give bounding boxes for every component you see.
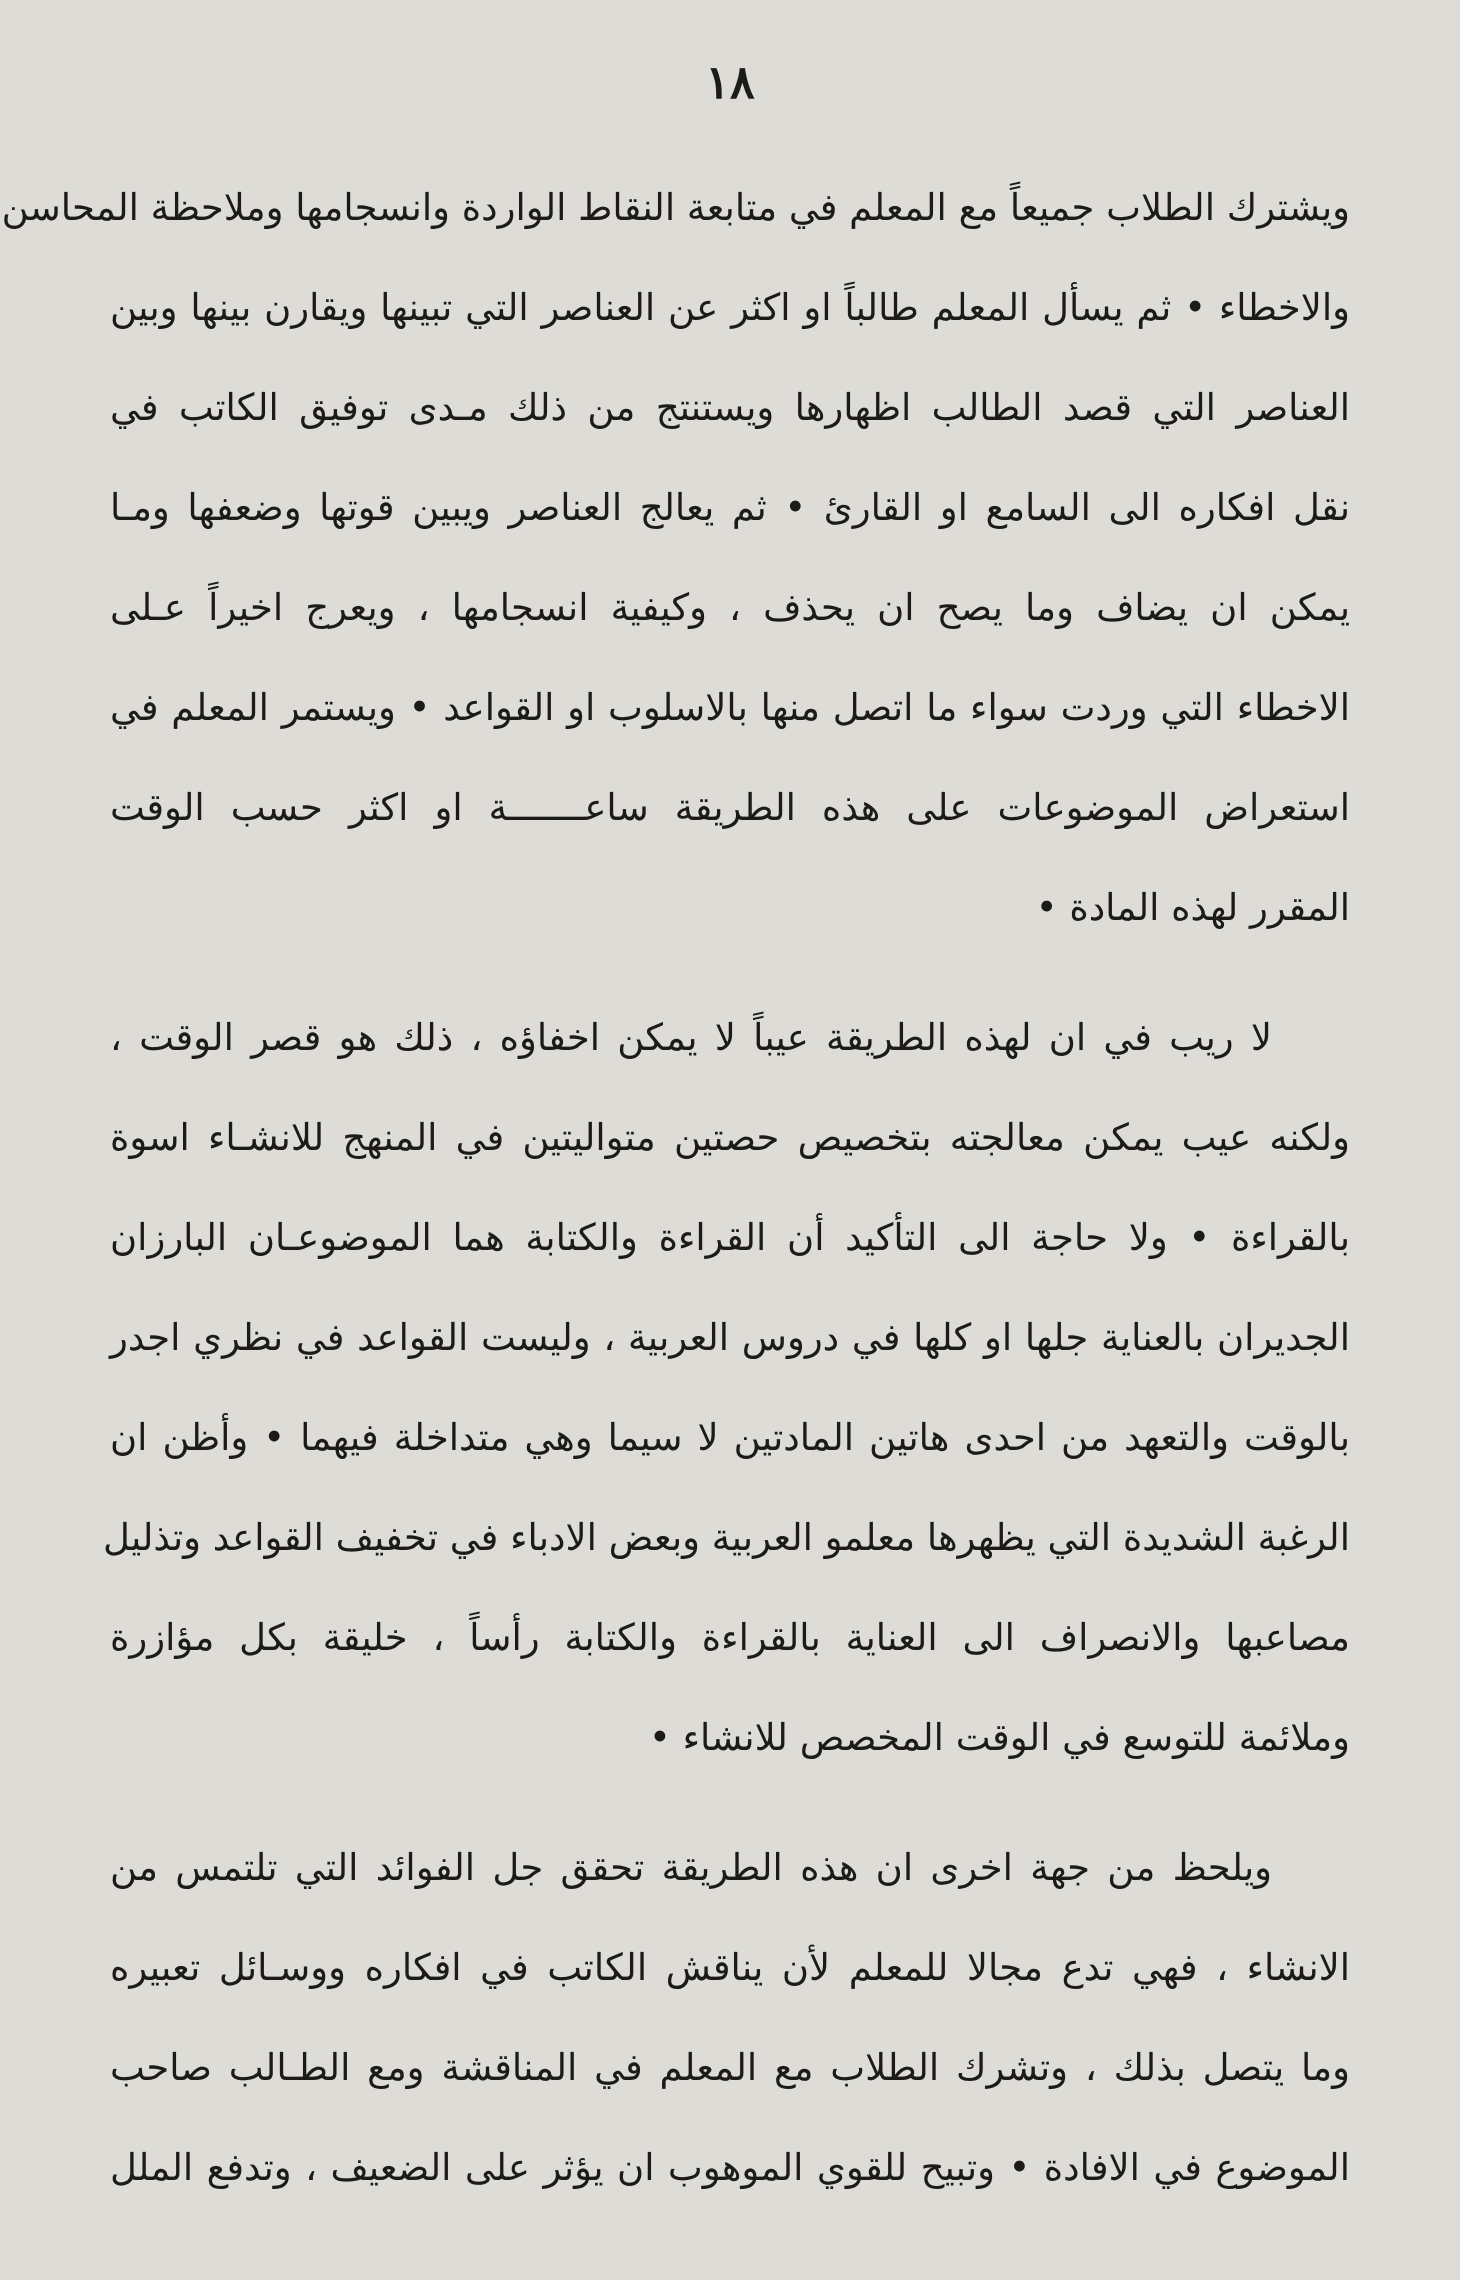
text-line: بالقراءة • ولا حاجة الى التأكيد أن القراءة والكتابة هما الموضوعـان البارزان	[110, 1216, 1350, 1259]
text-line: والاخطاء • ثم يسأل المعلم طالباً او اكثر عن العناصر التي تبينها ويقارن بينها وبين	[110, 286, 1350, 329]
text-line: الرغبة الشديدة التي يظهرها معلمو العربية وبعض الادباء في تخفيف القواعد وتذليل	[102, 1516, 1350, 1559]
paragraph-gap	[110, 958, 1350, 988]
paragraph-gap	[110, 1788, 1350, 1818]
text-line: مصاعبها والانصراف الى العناية بالقراءة والكتابة رأساً ، خليقة بكل مؤازرة	[110, 1616, 1350, 1659]
text-line: الجديران بالعناية جلها او كلها في دروس العربية ، وليست القواعد في نظري اجدر	[110, 1316, 1350, 1359]
paragraph-3	[110, 1818, 1350, 2218]
page-number: ١٨	[705, 55, 755, 109]
paragraph-2	[102, 988, 1350, 1788]
text-line: بالوقت والتعهد من احدى هاتين المادتين لا سيما وهي متداخلة فيهما • وأظن ان	[110, 1416, 1350, 1459]
text-line: ويشترك الطلاب جميعاً مع المعلم في متابعة النقاط الواردة وانسجامها وملاحظة المحاسن	[1, 186, 1350, 229]
text-line: وملائمة للتوسع في الوقت المخصص للانشاء •	[649, 1716, 1350, 1759]
text-line: العناصر التي قصد الطالب اظهارها ويستنتج من ذلك مـدى توفيق الكاتب في	[110, 386, 1350, 429]
text-line: المقرر لهذه المادة •	[1035, 886, 1350, 929]
paragraph-1	[1, 158, 1350, 958]
text-line: وما يتصل بذلك ، وتشرك الطلاب مع المعلم في المناقشة ومع الطـالب صاحب	[110, 2046, 1350, 2089]
text-line: ويلحظ من جهة اخرى ان هذه الطريقة تحقق جل الفوائد التي تلتمس من	[110, 1846, 1272, 1889]
text-line: استعراض الموضوعات على هذه الطريقة ساعـــــــة او اكثر حسب الوقت	[110, 786, 1350, 829]
body-text	[1, 158, 1350, 2218]
text-line: الانشاء ، فهي تدع مجالا للمعلم لأن يناقش الكاتب في افكاره ووسـائل تعبيره	[110, 1946, 1350, 1989]
text-line: ولكنه عيب يمكن معالجته بتخصيص حصتين متواليتين في المنهج للانشـاء اسوة	[110, 1116, 1350, 1159]
text-line: يمكن ان يضاف وما يصح ان يحذف ، وكيفية انسجامها ، ويعرج اخيراً عـلى	[110, 586, 1350, 629]
text-line: الموضوع في الافادة • وتبيح للقوي الموهوب ان يؤثر على الضعيف ، وتدفع الملل	[110, 2146, 1350, 2189]
text-line: نقل افكاره الى السامع او القارئ • ثم يعالج العناصر ويبين قوتها وضعفها ومـا	[110, 486, 1350, 529]
text-line: الاخطاء التي وردت سواء ما اتصل منها بالاسلوب او القواعد • ويستمر المعلم في	[110, 686, 1350, 729]
text-line: لا ريب في ان لهذه الطريقة عيباً لا يمكن اخفاؤه ، ذلك هو قصر الوقت ،	[110, 1016, 1272, 1059]
